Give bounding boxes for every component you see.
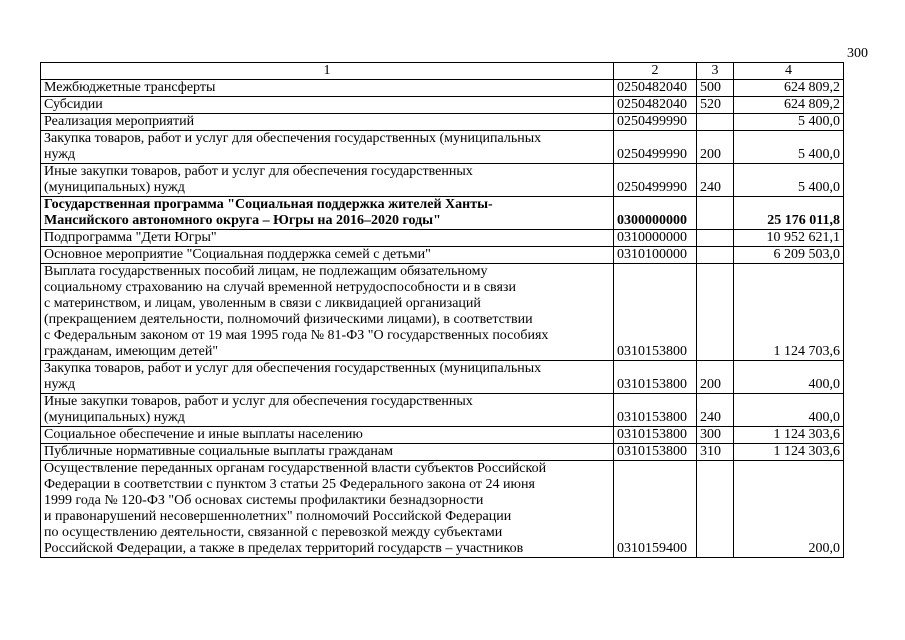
row-name-cell: Государственная программа "Социальная поддержка жителей Ханты- Мансийского автономного округа – Югры на 2016–2020 годы" <box>41 197 614 230</box>
page-number: 300 <box>847 46 868 61</box>
row-name-cell: Основное мероприятие "Социальная поддержка семей с детьми" <box>41 247 614 264</box>
table-row <box>41 80 844 97</box>
row-type-cell <box>697 461 734 558</box>
row-type-cell: 310 <box>697 444 734 461</box>
row-amount-cell: 5 400,0 <box>734 164 844 197</box>
row-code-cell: 0310153800 <box>614 361 697 394</box>
row-code-cell: 0250482040 <box>614 80 697 97</box>
row-code-cell: 0250499990 <box>614 131 697 164</box>
row-code-cell: 0310000000 <box>614 230 697 247</box>
column-header-3: 3 <box>697 63 734 80</box>
table-row <box>41 394 844 427</box>
row-name-cell: Публичные нормативные социальные выплаты гражданам <box>41 444 614 461</box>
table-row <box>41 197 844 230</box>
table-row <box>41 444 844 461</box>
row-type-cell: 200 <box>697 361 734 394</box>
row-amount-cell: 6 209 503,0 <box>734 247 844 264</box>
row-name-cell: Межбюджетные трансферты <box>41 80 614 97</box>
table-row <box>41 247 844 264</box>
row-code-cell: 0250499990 <box>614 164 697 197</box>
row-amount-cell: 5 400,0 <box>734 114 844 131</box>
row-amount-cell: 400,0 <box>734 361 844 394</box>
row-name-cell: Закупка товаров, работ и услуг для обеспечения государственных (муниципальных нужд <box>41 361 614 394</box>
table-row <box>41 427 844 444</box>
row-amount-cell: 400,0 <box>734 394 844 427</box>
row-name-cell: Подпрограмма "Дети Югры" <box>41 230 614 247</box>
row-type-cell <box>697 197 734 230</box>
row-amount-cell: 5 400,0 <box>734 131 844 164</box>
row-type-cell: 240 <box>697 394 734 427</box>
row-name-cell: Иные закупки товаров, работ и услуг для обеспечения государственных (муниципальных) нужд <box>41 394 614 427</box>
row-amount-cell: 624 809,2 <box>734 80 844 97</box>
table-row <box>41 461 844 558</box>
row-code-cell: 0310153800 <box>614 427 697 444</box>
row-type-cell: 300 <box>697 427 734 444</box>
row-name-cell: Иные закупки товаров, работ и услуг для обеспечения государственных (муниципальных) нужд <box>41 164 614 197</box>
row-name-cell: Закупка товаров, работ и услуг для обеспечения государственных (муниципальных нужд <box>41 131 614 164</box>
row-code-cell: 0310153800 <box>614 394 697 427</box>
row-type-cell: 520 <box>697 97 734 114</box>
table-row <box>41 230 844 247</box>
row-amount-cell: 1 124 703,6 <box>734 264 844 361</box>
row-amount-cell: 10 952 621,1 <box>734 230 844 247</box>
row-type-cell: 500 <box>697 80 734 97</box>
row-amount-cell: 624 809,2 <box>734 97 844 114</box>
table-row <box>41 164 844 197</box>
row-type-cell <box>697 264 734 361</box>
row-type-cell <box>697 114 734 131</box>
row-amount-cell: 1 124 303,6 <box>734 444 844 461</box>
row-code-cell: 0250499990 <box>614 114 697 131</box>
row-code-cell: 0310153800 <box>614 264 697 361</box>
row-name-cell: Реализация мероприятий <box>41 114 614 131</box>
table-row <box>41 131 844 164</box>
budget-table <box>40 62 844 558</box>
row-code-cell: 0310153800 <box>614 444 697 461</box>
row-name-cell: Субсидии <box>41 97 614 114</box>
row-name-cell: Осуществление переданных органам государственной власти субъектов Российской Федерации в соответствии с пунктом 3 статьи 25 Федерального закона от 24 июня 1999 года № 120-ФЗ "Об основах системы профилактики безнадзорности и правонарушений несовершеннолетних" полномочий Российской Федерации по осуществлению деятельности, связанной с перевозкой между субъектами Российской Федерации, а также в пределах территорий государств – участников <box>41 461 614 558</box>
row-code-cell: 0310100000 <box>614 247 697 264</box>
row-amount-cell: 200,0 <box>734 461 844 558</box>
row-code-cell: 0310159400 <box>614 461 697 558</box>
row-type-cell <box>697 230 734 247</box>
table-row <box>41 114 844 131</box>
column-header-4: 4 <box>734 63 844 80</box>
row-name-cell: Выплата государственных пособий лицам, не подлежащим обязательному социальному страхованию на случай временной нетрудоспособности и в связи с материнством, и лицам, уволенным в связи с ликвидацией организаций (прекращением деятельности, полномочий физическими лицами), в соответствии с Федеральным законом от 19 мая 1995 года № 81-ФЗ "О государственных пособиях гражданам, имеющим детей" <box>41 264 614 361</box>
row-code-cell: 0250482040 <box>614 97 697 114</box>
table-row <box>41 97 844 114</box>
row-amount-cell: 25 176 011,8 <box>734 197 844 230</box>
row-amount-cell: 1 124 303,6 <box>734 427 844 444</box>
row-type-cell: 240 <box>697 164 734 197</box>
table-row <box>41 264 844 361</box>
row-name-cell: Социальное обеспечение и иные выплаты населению <box>41 427 614 444</box>
column-header-2: 2 <box>614 63 697 80</box>
row-type-cell <box>697 247 734 264</box>
row-type-cell: 200 <box>697 131 734 164</box>
table-row <box>41 361 844 394</box>
row-code-cell: 0300000000 <box>614 197 697 230</box>
column-header-1: 1 <box>41 63 614 80</box>
table-header-row <box>41 63 844 80</box>
